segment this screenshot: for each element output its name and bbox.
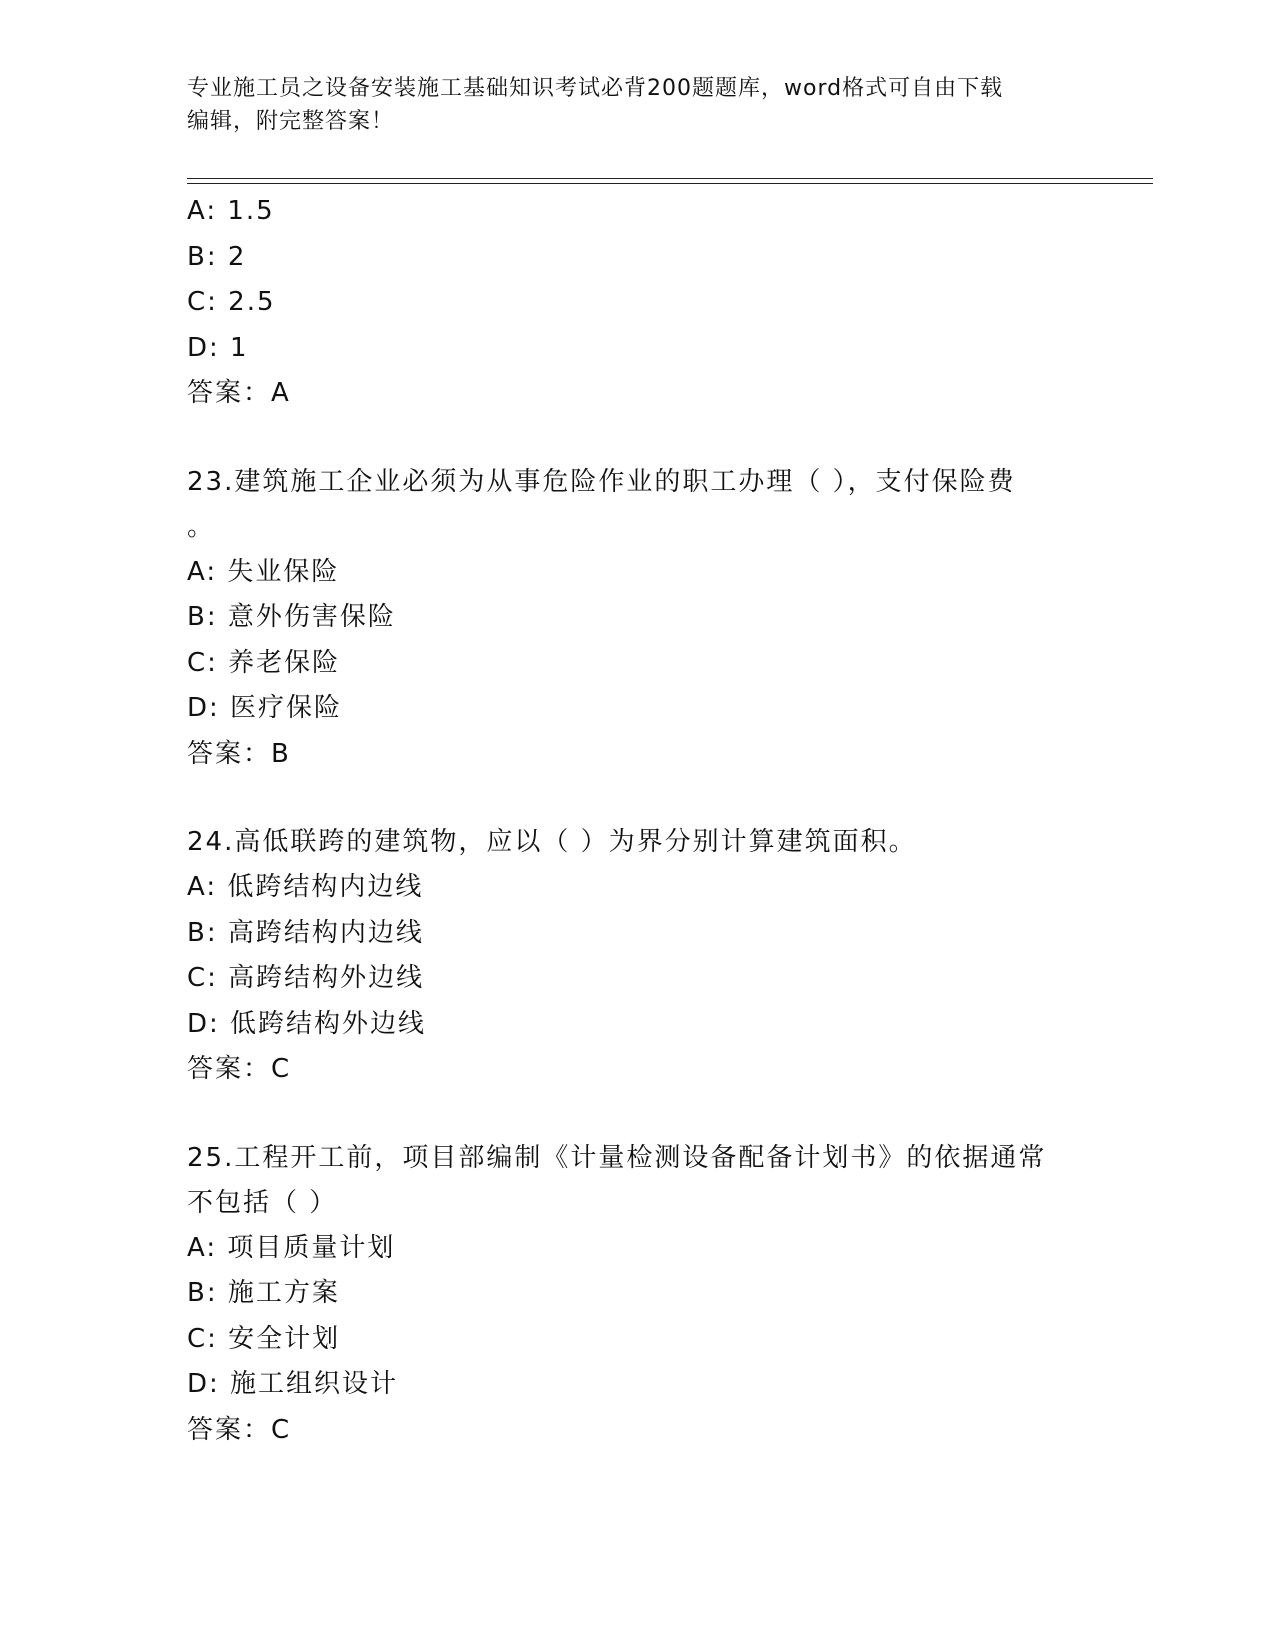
question-22	[187, 189, 1087, 417]
option-a: A: 1.5	[187, 196, 275, 226]
answer: 答案：C	[187, 1414, 292, 1445]
option-b: B: 2	[187, 241, 247, 272]
option-c: C: 养老保险	[187, 647, 341, 678]
answer: 答案：C	[187, 1054, 292, 1084]
option-b: B: 意外伤害保险	[187, 602, 396, 632]
option-a: A: 失业保险	[187, 556, 340, 587]
question-text-line-2: 不包括（ ）	[187, 1187, 338, 1218]
question-text-line-1: 24.高低联跨的建筑物，应以（ ）为界分别计算建筑面积。	[187, 827, 917, 857]
question-text-line-1: 25.工程开工前，项目部编制《计量检测设备配备计划书》的依据通常	[187, 1142, 1047, 1173]
question-content	[187, 189, 1087, 1453]
option-c: C: 2.5	[187, 287, 276, 317]
question-24	[187, 820, 1087, 1093]
option-d: D: 施工组织设计	[187, 1369, 399, 1399]
option-d: D: 医疗保险	[187, 693, 343, 723]
option-d: D: 低跨结构外边线	[187, 1008, 427, 1039]
question-text-line-1: 23.建筑施工企业必须为从事危险作业的职工办理（ ），支付保险费	[187, 466, 1016, 497]
option-c: C: 高跨结构外边线	[187, 963, 425, 993]
header-line-2: 编辑，附完整答案！	[187, 109, 395, 134]
header-rule-top	[187, 178, 1153, 179]
document-header	[187, 72, 1067, 138]
option-c: C: 安全计划	[187, 1323, 341, 1354]
question-25	[187, 1136, 1087, 1454]
option-a: A: 项目质量计划	[187, 1232, 396, 1263]
question-23	[187, 460, 1087, 778]
header-line-1: 专业施工员之设备安装施工基础知识考试必背200题题库，word格式可自由下载	[187, 76, 1004, 101]
answer: 答案：A	[187, 378, 291, 408]
answer: 答案：B	[187, 738, 291, 769]
option-b: B: 施工方案	[187, 1278, 340, 1308]
option-b: B: 高跨结构内边线	[187, 917, 424, 948]
question-text-line-2: 。	[187, 511, 216, 542]
option-d: D: 1	[187, 332, 249, 363]
option-a: A: 低跨结构内边线	[187, 872, 424, 902]
header-rule-bottom	[187, 183, 1153, 184]
